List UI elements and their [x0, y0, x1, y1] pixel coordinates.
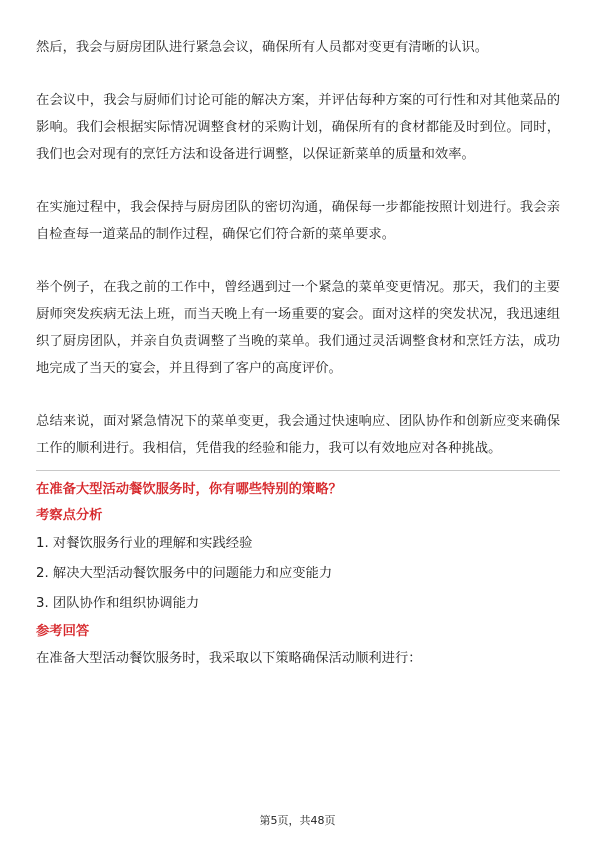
section-divider: [36, 470, 560, 471]
page-number-footer: 第5页，共48页: [259, 814, 336, 827]
paragraph-5: 总结来说，面对紧急情况下的菜单变更，我会通过快速响应、团队协作和创新应变来确保工作的顺利进行。我相信，凭借我的经验和能力，我可以有效地应对各种挑战。: [36, 414, 560, 456]
paragraph-2: 在会议中，我会与厨师们讨论可能的解决方案，并评估每种方案的可行性和对其他菜品的影响。我们会根据实际情况调整食材的采购计划，确保所有的食材都能及时到位。同时，我们也会对现有的烹饪方法和设备进行调整，以保证新菜单的质量和效率。: [36, 93, 560, 162]
paragraph-4: 举个例子，在我之前的工作中，曾经遇到过一个紧急的菜单变更情况。那天，我们的主要厨师突发疾病无法上班，而当天晚上有一场重要的宴会。面对这样的突发状况，我迅速组织了厨房团队，并亲自负责调整了当晚的菜单。我们通过灵活调整食材和烹饪方法，成功地完成了当天的宴会，并且得到了客户的高度评价。: [36, 280, 560, 376]
answer-text: 在准备大型活动餐饮服务时，我采取以下策略确保活动顺利进行：: [36, 651, 422, 666]
analysis-list: [36, 529, 560, 619]
answer-heading: 参考回答: [36, 624, 90, 639]
page-content: [36, 34, 560, 673]
paragraph-1: 然后，我会与厨房团队进行紧急会议，确保所有人员都对变更有清晰的认识。: [36, 40, 489, 55]
analysis-item: 2. 解决大型活动餐饮服务中的问题能力和应变能力: [36, 566, 333, 581]
paragraph-3: 在实施过程中，我会保持与厨房团队的密切沟通，确保每一步都能按照计划进行。我会亲自检查每一道菜品的制作过程，确保它们符合新的菜单要求。: [36, 200, 560, 242]
analysis-heading: 考察点分析: [36, 508, 103, 523]
analysis-item: 1. 对餐饮服务行业的理解和实践经验: [36, 536, 253, 551]
analysis-item: 3. 团队协作和组织协调能力: [36, 596, 200, 611]
question-heading: 在准备大型活动餐饮服务时，你有哪些特别的策略？: [36, 482, 342, 497]
